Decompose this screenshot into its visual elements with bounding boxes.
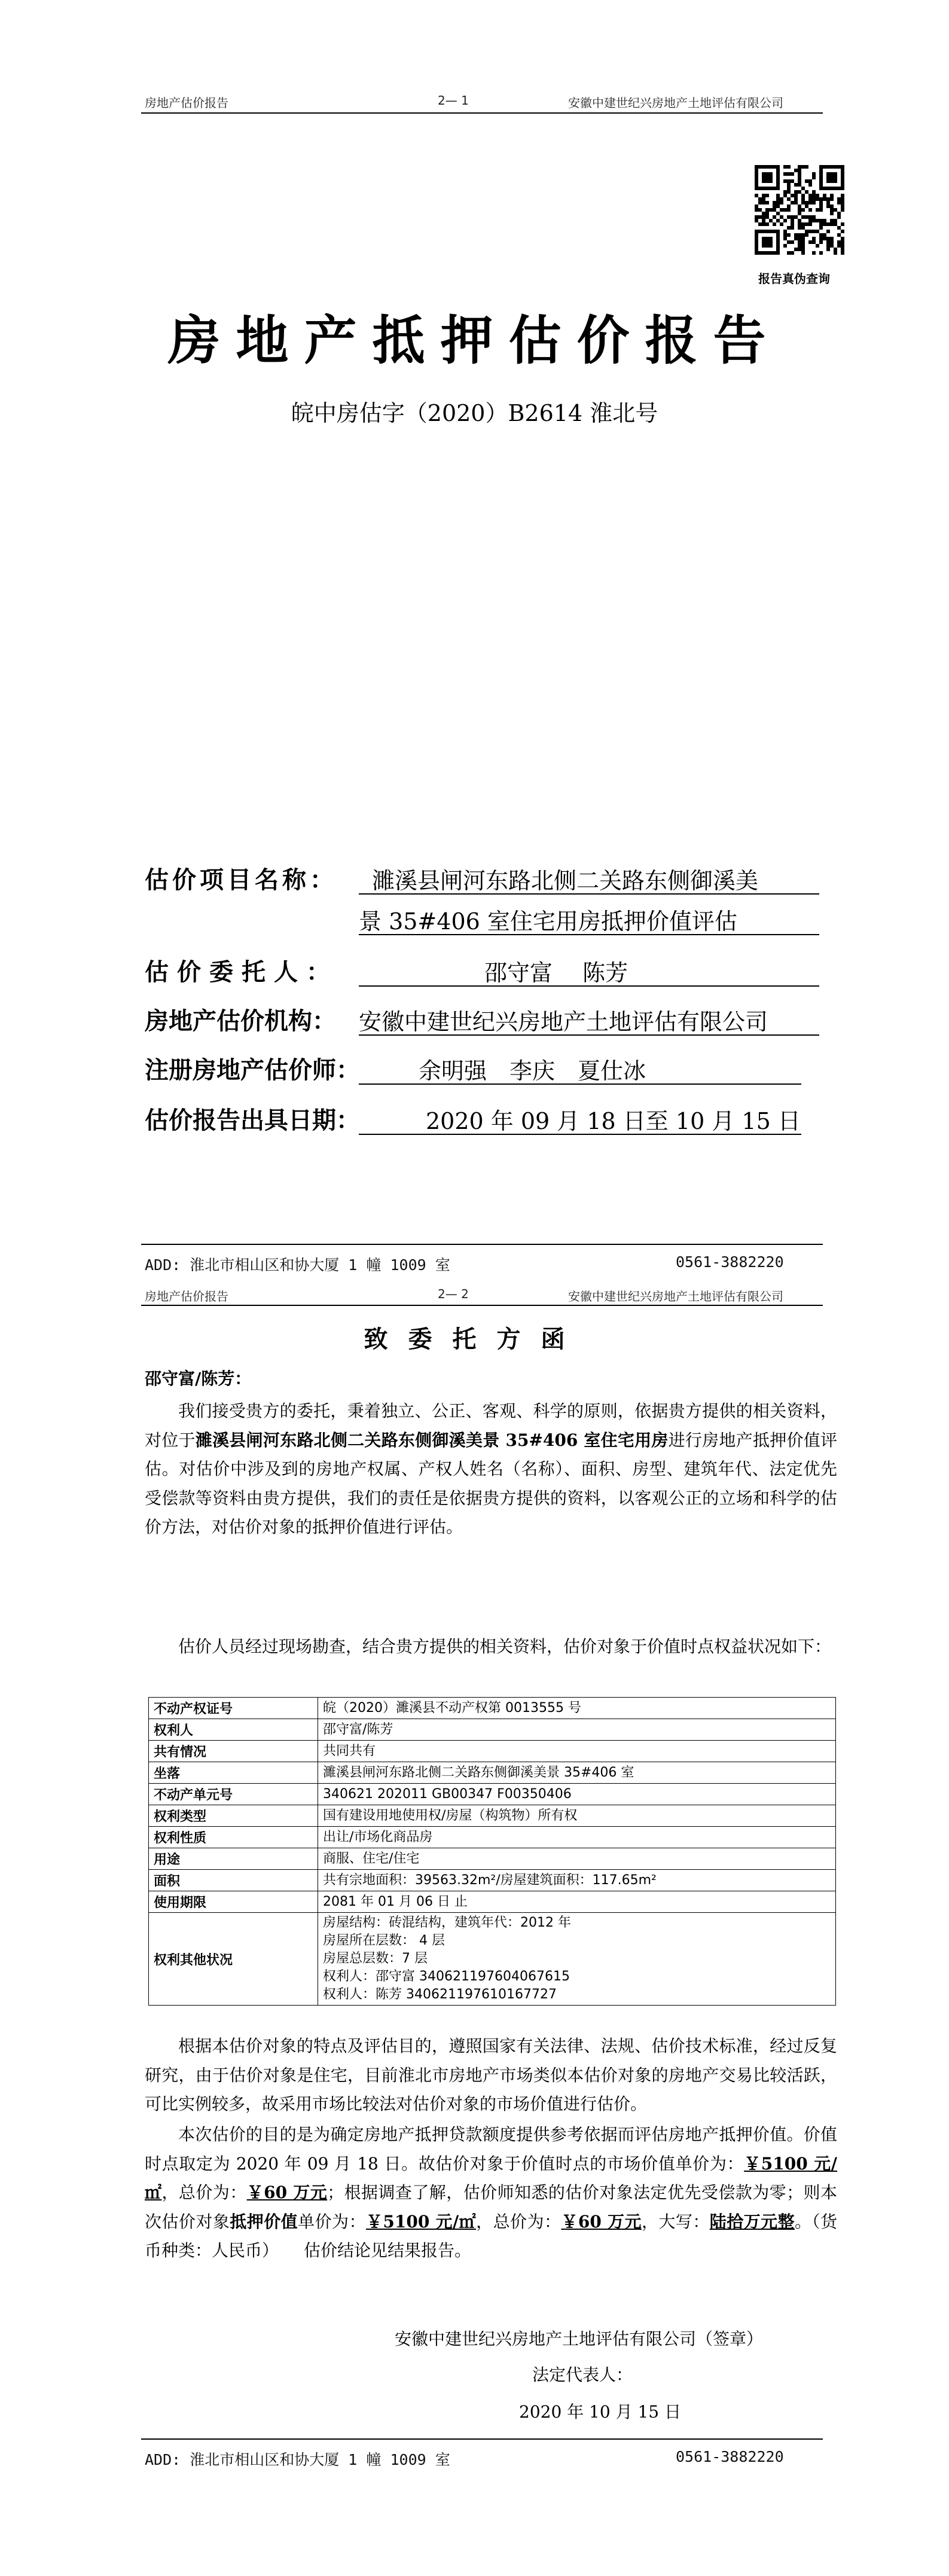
table-value-line: 房屋所在层数： 4 层: [323, 1933, 445, 1948]
footer-address: ADD: 淮北市相山区和协大厦 1 幢 1009 室: [145, 1256, 450, 1274]
table-value: [318, 1762, 836, 1784]
table-row: [149, 1805, 836, 1827]
para1-text-c: 进行房地产抵押价值评估。对估价中涉及到的房地产权属、产权人姓名（名称）、面积、房型、建筑年代、法定优先受偿款等资料由贵方提供，我们的责任是依据贵方提供的资料，以客观公正的立场和科学的估价方法，对估价对象的抵押价值进行评估。: [145, 1430, 837, 1537]
report-number: 皖中房估字（2020）B2614 淮北号: [291, 400, 658, 426]
footer-phone: 0561-3882220: [676, 1253, 784, 1271]
report-title: 房地产抵押估价报告: [167, 310, 782, 371]
client-value: 邵守富 陈芳: [484, 960, 628, 986]
table-value: [318, 1891, 836, 1913]
header-page-number: 2— 1: [438, 93, 469, 108]
para4-text-b: ，总价为：: [161, 2183, 247, 2202]
project-underline-1: [359, 893, 819, 895]
footer-rule: [141, 1244, 823, 1245]
salutation: 邵守富/陈芳：: [145, 1369, 252, 1388]
table-row: [149, 1870, 836, 1891]
client-label: 估价委托人：: [145, 959, 338, 986]
table-value-line: 2081 年 01 月 06 日 止: [323, 1894, 468, 1909]
table-value-line: 340621 202011 GB00347 F00350406: [323, 1786, 572, 1802]
issue-date-underline: [359, 1134, 801, 1135]
para4-text-a: 本次估价的目的是为确定房地产抵押贷款额度提供参考依据而评估房地产抵押价值。价值时点取定为 2020 年 09 月 18 日。故估价对象于价值时点的市场价值单价为：: [145, 2125, 837, 2174]
table-key: 权利人: [149, 1719, 318, 1741]
appraiser-label: 注册房地产估价师：: [145, 1057, 360, 1084]
appraiser-underline: [359, 1083, 801, 1085]
table-value: [318, 1698, 836, 1719]
header-left: 房地产估价报告: [145, 1289, 228, 1304]
table-row: [149, 1891, 836, 1913]
header-page-number: 2— 2: [438, 1287, 469, 1301]
table-value-line: 皖（2020）濉溪县不动产权第 0013555 号: [323, 1700, 581, 1716]
paragraph-commission: [145, 1397, 837, 1542]
project-underline-2: [359, 934, 819, 935]
table-key: 坐落: [149, 1762, 318, 1784]
mortgage-total-price: ￥60 万元: [561, 2211, 642, 2232]
agency-underline: [359, 1034, 819, 1036]
header-rule: [141, 112, 823, 114]
table-key: 共有情况: [149, 1741, 318, 1762]
market-unit-price: ￥5100 元/㎡: [145, 2153, 838, 2202]
table-value: [318, 1805, 836, 1827]
header-left: 房地产估价报告: [145, 96, 228, 110]
table-value-line: 权利人：邵守富 340621197604067615: [323, 1969, 570, 1984]
table-key: 面积: [149, 1870, 318, 1891]
para1-text-a: 我们接受贵方的委托，秉着独立、公正、客观、科学的原则，依据贵方提供的相关资料，对位于: [145, 1401, 837, 1450]
letter-title: 致委托方函: [364, 1326, 585, 1353]
project-name-label: 估价项目名称：: [145, 866, 337, 894]
footer-rule: [141, 2438, 823, 2440]
table-value-line: 房屋总层数：7 层: [323, 1951, 428, 1966]
table-value-line: 共有宗地面积：39563.32m²/房屋建筑面积：117.65m²: [323, 1872, 657, 1888]
table-row: [149, 1741, 836, 1762]
mortgage-unit-price: ￥5100 元/㎡: [365, 2211, 477, 2232]
table-value-line: 商服、住宅/住宅: [323, 1851, 420, 1866]
table-key: 用途: [149, 1848, 318, 1870]
table-value-line: 权利人：陈芳 340621197610167727: [323, 1987, 557, 2002]
para4-text-h: 。（货币种类：人民币） 估价结论见结果报告。: [145, 2211, 837, 2260]
table-value-line: 出让/市场化商品房: [323, 1829, 433, 1845]
signature-company: 安徽中建世纪兴房地产土地评估有限公司（签章）: [395, 2329, 764, 2349]
para4-text-c: ；根据调查了解，估价师知悉的估价对象法定优先受偿款为零；则本次估价对象: [145, 2183, 837, 2232]
table-value: [318, 1913, 836, 2006]
table-row: [149, 1698, 836, 1719]
header-right: 安徽中建世纪兴房地产土地评估有限公司: [568, 1289, 783, 1304]
table-value: [318, 1719, 836, 1741]
agency-value: 安徽中建世纪兴房地产土地评估有限公司: [359, 1009, 768, 1035]
table-row: [149, 1762, 836, 1784]
table-value: [318, 1784, 836, 1805]
para4-text-f: ，总价为：: [476, 2211, 562, 2232]
appraiser-value: 余明强 李庆 夏仕冰: [419, 1058, 646, 1084]
paragraph-inspection: 估价人员经过现场勘查，结合贵方提供的相关资料，估价对象于价值时点权益状况如下：: [178, 1637, 832, 1656]
table-row: [149, 1784, 836, 1805]
agency-label: 房地产估价机构：: [145, 1008, 336, 1035]
table-value-line: 邵守富/陈芳: [323, 1722, 393, 1737]
issue-date-value: 2020 年 09 月 18 日至 10 月 15 日: [426, 1108, 801, 1134]
rights-table: [148, 1697, 836, 2006]
table-value: [318, 1870, 836, 1891]
signature-representative: 法定代表人：: [532, 2365, 633, 2385]
property-address: 濉溪县闸河东路北侧二关路东侧御溪美景 35#406 室住宅用房: [195, 1430, 669, 1450]
table-value: [318, 1848, 836, 1870]
table-key: 权利其他状况: [149, 1913, 318, 2006]
table-row: [149, 1827, 836, 1848]
footer-phone: 0561-3882220: [676, 2448, 784, 2465]
header-right: 安徽中建世纪兴房地产土地评估有限公司: [568, 96, 783, 110]
footer-address: ADD: 淮北市相山区和协大厦 1 幢 1009 室: [145, 2451, 450, 2468]
table-value-line: 濉溪县闸河东路北侧二关路东侧御溪美景 35#406 室: [323, 1765, 634, 1780]
table-key: 不动产单元号: [149, 1784, 318, 1805]
paragraph-conclusion: [145, 2120, 837, 2266]
qr-code-icon[interactable]: [755, 165, 844, 255]
qr-caption: 报告真伪查询: [758, 271, 830, 286]
table-key: 不动产权证号: [149, 1698, 318, 1719]
project-name-line2: 景 35#406 室住宅用房抵押价值评估: [359, 908, 737, 935]
client-underline: [359, 985, 819, 987]
table-value-line: 国有建设用地使用权/房屋（构筑物）所有权: [323, 1808, 578, 1823]
table-value-line: 共同共有: [323, 1743, 376, 1759]
header-rule: [141, 1305, 823, 1306]
issue-date-label: 估价报告出具日期：: [145, 1107, 360, 1134]
table-key: 使用期限: [149, 1891, 318, 1913]
table-key: 权利性质: [149, 1827, 318, 1848]
total-price-uppercase: 陆拾万元整: [709, 2211, 795, 2232]
table-key: 权利类型: [149, 1805, 318, 1827]
table-row: [149, 1848, 836, 1870]
paragraph-method: 根据本估价对象的特点及评估目的，遵照国家有关法律、法规、估价技术标准，经过反复研究，由于估价对象是住宅，目前淮北市房地产市场类似本估价对象的房地产交易比较活跃，可比实例较多，故采用市场比较法对估价对象的市场价值进行估价。: [145, 2036, 837, 2114]
table-row: [149, 1719, 836, 1741]
para4-text-g: ，大写：: [641, 2211, 710, 2232]
market-total-price: ￥60 万元: [246, 2183, 328, 2202]
table-value: [318, 1827, 836, 1848]
mortgage-value-term: 抵押价值: [230, 2211, 298, 2232]
table-value: [318, 1741, 836, 1762]
para4-text-e: 单价为：: [298, 2211, 366, 2232]
table-value-line: 房屋结构：砖混结构，建筑年代：2012 年: [323, 1915, 571, 1930]
signature-date: 2020 年 10 月 15 日: [519, 2402, 682, 2422]
table-row: [149, 1913, 836, 2006]
project-name-line1: 濉溪县闸河东路北侧二关路东侧御溪美: [372, 868, 759, 894]
